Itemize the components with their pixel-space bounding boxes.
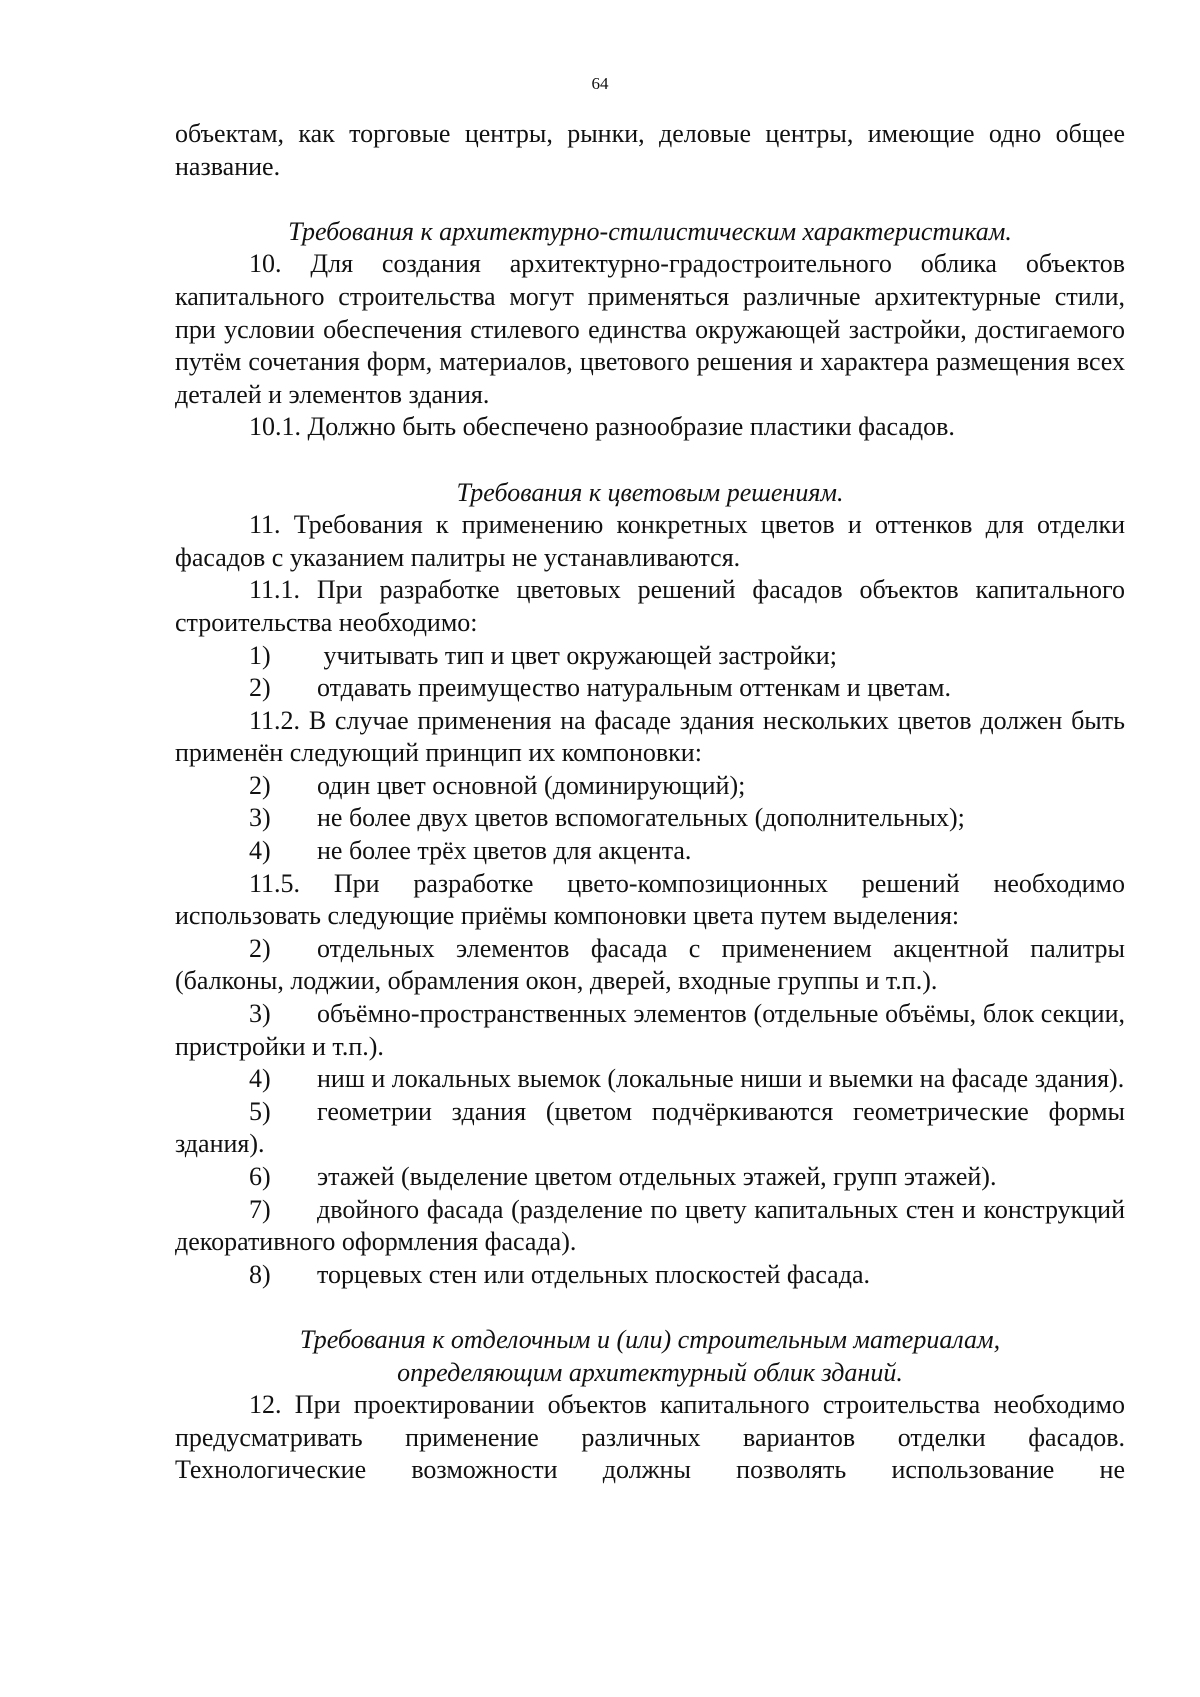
spacer <box>175 1291 1125 1324</box>
list-item-text: геометрии здания (цветом подчёркиваются геометрические формы здания). <box>175 1096 1125 1159</box>
document-body <box>175 118 1125 1487</box>
list-item <box>175 998 1125 1063</box>
list-item-text: не более двух цветов вспомогательных (дополнительных); <box>317 803 965 833</box>
list-item-text: торцевых стен или отдельных плоскостей фасада. <box>317 1259 870 1289</box>
list-item <box>175 933 1125 998</box>
list-item-text: этажей (выделение цветом отдельных этажей, групп этажей). <box>317 1162 997 1191</box>
list-item-text: отдавать преимущество натуральным оттенкам и цветам. <box>317 673 951 703</box>
paragraph-10-1: 10.1. Должно быть обеспечено разнообразие пластики фасадов. <box>249 412 955 442</box>
paragraph-10: 10. Для создания архитектурно-градостроительного облика объектов капитального строительства могут применяться различные архитектурные стили, при условии обеспечения стилевого единства окружающей застройки, достигаемого путём сочетания форм, материалов, цветового решения и характера размещения всех деталей и элементов здания. <box>175 249 1125 409</box>
list-item-text: не более трёх цветов для акцента. <box>317 836 692 866</box>
list-item-number: 4) <box>249 836 271 866</box>
heading-materials-line-1: Требования к отделочным и (или) строительным материалам, <box>299 1324 1001 1354</box>
paragraph-11: 11. Требования к применению конкретных цветов и оттенков для отделки фасадов с указанием палитры не устанавливаются. <box>175 510 1125 572</box>
list-item-text: один цвет основной (доминирующий); <box>317 770 746 800</box>
paragraph-intro: объектам, как торговые центры, рынки, деловые центры, имеющие одно общее название. <box>175 119 1125 181</box>
paragraph-11-1: 11.1. При разработке цветовых решений фасадов объектов капитального строительства необходимо: <box>175 575 1125 637</box>
list-item-number: 8) <box>249 1259 271 1289</box>
list-item-text: ниш и локальных выемок (локальные ниши и выемки на фасаде здания). <box>317 1064 1125 1094</box>
list-item-text: объёмно-пространственных элементов (отдельные объёмы, блок секции, пристройки и т.п.). <box>175 999 1125 1061</box>
heading-architecture: Требования к архитектурно-стилистическим характеристикам. <box>288 216 1012 246</box>
list-item-number: 4) <box>249 1064 271 1094</box>
list-item <box>175 835 1125 868</box>
list-item-text: двойного фасада (разделение по цвету капитальных стен и конструкций декоративного оформления фасада). <box>175 1194 1125 1257</box>
list-item-number: 2) <box>249 673 271 703</box>
list-item-text: отдельных элементов фасада с применением акцентной палитры (балконы, лоджии, обрамления окон, дверей, входные группы и т.п.). <box>175 933 1125 996</box>
list-item <box>175 1194 1125 1259</box>
list-item <box>175 770 1125 803</box>
spacer <box>175 183 1125 216</box>
heading-color: Требования к цветовым решениям. <box>456 477 844 507</box>
page-number: 64 <box>591 74 609 93</box>
list-item <box>175 1161 1125 1194</box>
list-item <box>175 1096 1125 1161</box>
list-item-number: 2) <box>249 770 271 800</box>
list-item-text: учитывать тип и цвет окружающей застройки; <box>317 640 837 670</box>
list-item-number: 1) <box>249 640 271 670</box>
list-item-number: 6) <box>249 1162 271 1191</box>
list-item <box>175 1259 1125 1292</box>
list-item-number: 3) <box>249 803 271 833</box>
paragraph-11-2: 11.2. В случае применения на фасаде здания нескольких цветов должен быть применён следующий принцип их компоновки: <box>175 705 1125 768</box>
paragraph-11-5: 11.5. При разработке цвето-композиционных решений необходимо использовать следующие приёмы компоновки цвета путем выделения: <box>175 868 1125 931</box>
list-item <box>175 1063 1125 1096</box>
list-item <box>175 640 1125 673</box>
list-item <box>175 672 1125 705</box>
spacer <box>175 444 1125 477</box>
list-item-number: 3) <box>249 999 271 1029</box>
list-item-number: 7) <box>249 1194 271 1224</box>
paragraph-12: 12. При проектировании объектов капитального строительства необходимо предусматривать применение различных вариантов отделки фасадов. Технологические возможности должны позволять использование не <box>175 1390 1125 1485</box>
list-item-number: 2) <box>249 933 271 963</box>
list-item-number: 5) <box>249 1096 271 1126</box>
heading-materials-line-2: определяющим архитектурный облик зданий. <box>397 1357 903 1387</box>
list-item <box>175 802 1125 835</box>
